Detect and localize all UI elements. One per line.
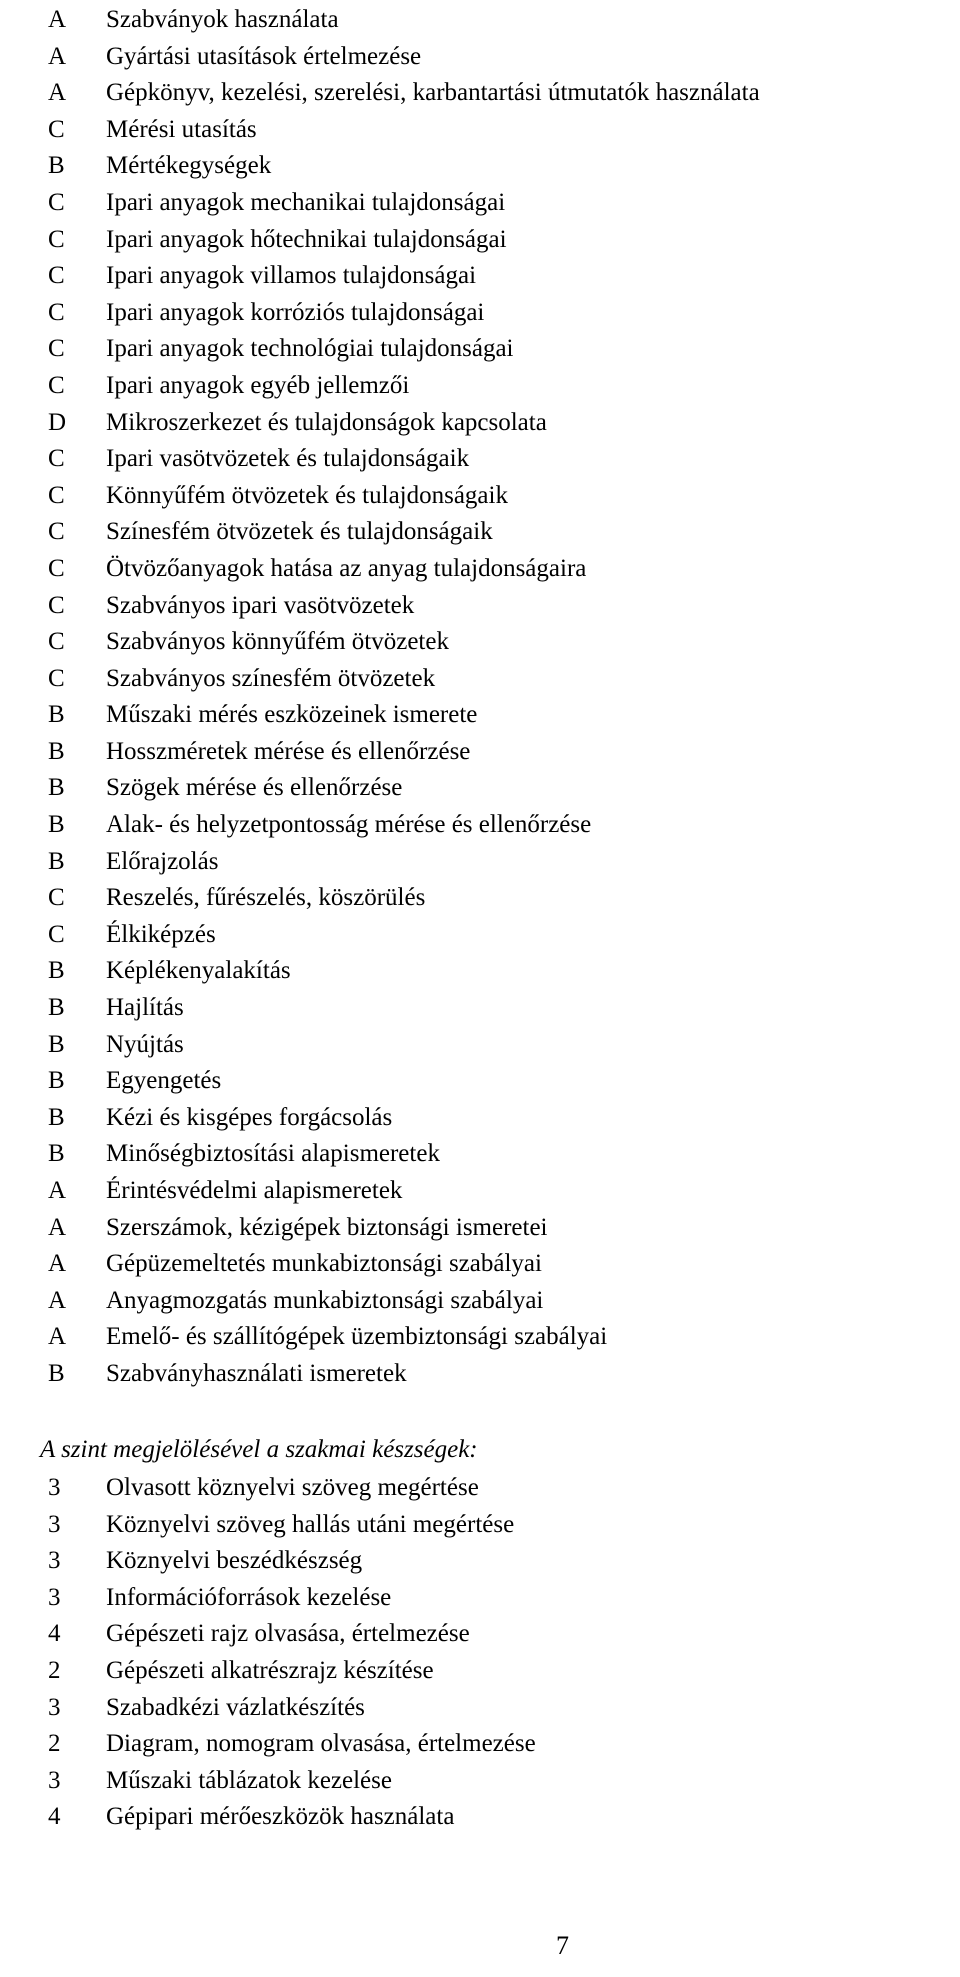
level-code: C — [48, 188, 65, 216]
item-label: Alak- és helyzetpontosság mérése és ellenőrzése — [106, 811, 592, 839]
knowledge-row — [48, 75, 760, 112]
item-label: Ötvözőanyagok hatása az anyag tulajdonságaira — [106, 554, 587, 582]
knowledge-row — [48, 1063, 760, 1100]
level-code: C — [48, 335, 65, 363]
item-label: Szabványos ipari vasötvözetek — [106, 591, 415, 619]
level-code: A — [48, 6, 67, 33]
knowledge-row — [48, 770, 760, 807]
item-label: Mértékegységek — [106, 152, 272, 180]
level-code: B — [48, 737, 65, 765]
knowledge-row — [48, 917, 760, 954]
item-label: Gépészeti rajz olvasása, értelmezése — [106, 1620, 470, 1648]
item-label: Emelő- és szállítógépek üzembiztonsági szabályai — [106, 1323, 608, 1351]
item-label: Diagram, nomogram olvasása, értelmezése — [106, 1730, 536, 1758]
skills-list — [48, 1470, 536, 1836]
knowledge-row — [48, 2, 760, 39]
level-code: C — [48, 591, 65, 619]
item-label: Műszaki mérés eszközeinek ismerete — [106, 701, 478, 729]
level-code: B — [48, 847, 65, 875]
skill-row — [48, 1580, 536, 1617]
level-code: B — [48, 701, 65, 729]
skill-row — [48, 1543, 536, 1580]
item-label: Gépészeti alkatrészrajz készítése — [106, 1656, 434, 1684]
level-code: C — [48, 445, 65, 473]
item-label: Minőségbiztosítási alapismeretek — [106, 1140, 440, 1168]
item-label: Nyújtás — [106, 1030, 184, 1058]
item-label: Mérési utasítás — [106, 115, 257, 143]
item-label: Olvasott köznyelvi szöveg megértése — [106, 1474, 479, 1501]
skill-row — [48, 1799, 536, 1836]
level-code: B — [48, 811, 65, 839]
knowledge-list — [48, 2, 760, 1393]
level-code: 3 — [48, 1583, 61, 1611]
skill-row — [48, 1616, 536, 1653]
skill-row — [48, 1470, 536, 1507]
item-label: Anyagmozgatás munkabiztonsági szabályai — [106, 1286, 544, 1314]
level-code: C — [48, 518, 65, 546]
level-code: B — [48, 1067, 65, 1095]
level-code: A — [48, 1213, 67, 1241]
knowledge-row — [48, 331, 760, 368]
knowledge-row — [48, 624, 760, 661]
knowledge-row — [48, 1319, 760, 1356]
item-label: Ipari anyagok korróziós tulajdonságai — [106, 298, 485, 326]
item-label: Köznyelvi beszédkészség — [106, 1547, 363, 1575]
level-code: 3 — [48, 1766, 61, 1794]
level-code: B — [48, 957, 65, 985]
level-code: C — [48, 884, 65, 912]
knowledge-row — [48, 514, 760, 551]
knowledge-row — [48, 1173, 760, 1210]
knowledge-row — [48, 1210, 760, 1247]
level-code: A — [48, 42, 67, 70]
level-code: C — [48, 481, 65, 509]
level-code: C — [48, 920, 65, 948]
level-code: 2 — [48, 1730, 61, 1758]
item-label: Szerszámok, kézigépek biztonsági ismeretei — [106, 1213, 548, 1241]
level-code: B — [48, 1030, 65, 1058]
level-code: A — [48, 1286, 67, 1314]
level-code: B — [48, 152, 65, 180]
level-code: A — [48, 1250, 67, 1278]
item-label: Ipari anyagok egyéb jellemzői — [106, 371, 410, 399]
item-label: Szabványok használata — [106, 6, 339, 33]
item-label: Szabványos könnyűfém ötvözetek — [106, 628, 449, 656]
item-label: Gépüzemeltetés munkabiztonsági szabályai — [106, 1250, 542, 1278]
level-code: C — [48, 371, 65, 399]
level-code: C — [48, 628, 65, 656]
level-code: C — [48, 664, 65, 692]
level-code: 3 — [48, 1474, 61, 1501]
knowledge-row — [48, 368, 760, 405]
knowledge-row — [48, 1283, 760, 1320]
item-label: Gépkönyv, kezelési, szerelési, karbantartási útmutatók használata — [106, 79, 760, 107]
item-label: Szabadkézi vázlatkészítés — [106, 1693, 365, 1721]
item-label: Információforrások kezelése — [106, 1583, 392, 1611]
item-label: Reszelés, fűrészelés, köszörülés — [106, 884, 426, 912]
knowledge-row — [48, 1246, 760, 1283]
item-label: Képlékenyalakítás — [106, 957, 291, 985]
knowledge-row — [48, 405, 760, 442]
item-label: Színesfém ötvözetek és tulajdonságaik — [106, 518, 493, 546]
level-code: 4 — [48, 1803, 61, 1831]
level-code: B — [48, 774, 65, 802]
item-label: Élkiképzés — [106, 920, 216, 948]
knowledge-row — [48, 222, 760, 259]
skill-row — [48, 1726, 536, 1763]
skill-row — [48, 1653, 536, 1690]
knowledge-row — [48, 661, 760, 698]
item-label: Ipari anyagok hőtechnikai tulajdonságai — [106, 225, 507, 253]
item-label: Kézi és kisgépes forgácsolás — [106, 1103, 393, 1131]
skills-heading: A szint megjelölésével a szakmai készségek: — [40, 1436, 478, 1463]
level-code: C — [48, 225, 65, 253]
item-label: Ipari anyagok villamos tulajdonságai — [106, 262, 477, 290]
item-label: Hosszméretek mérése és ellenőrzése — [106, 737, 471, 765]
level-code: 2 — [48, 1656, 61, 1684]
knowledge-row — [48, 295, 760, 332]
knowledge-row — [48, 807, 760, 844]
knowledge-row — [48, 953, 760, 990]
knowledge-row — [48, 697, 760, 734]
item-label: Mikroszerkezet és tulajdonságok kapcsolata — [106, 408, 547, 436]
knowledge-row — [48, 1027, 760, 1064]
knowledge-row — [48, 112, 760, 149]
item-label: Gépipari mérőeszközök használata — [106, 1803, 455, 1831]
item-label: Szabványos színesfém ötvözetek — [106, 664, 436, 692]
knowledge-row — [48, 990, 760, 1027]
level-code: C — [48, 262, 65, 290]
item-label: Gyártási utasítások értelmezése — [106, 42, 422, 70]
level-code: A — [48, 79, 67, 107]
knowledge-row — [48, 734, 760, 771]
level-code: 3 — [48, 1547, 61, 1575]
knowledge-row — [48, 39, 760, 76]
item-label: Ipari anyagok mechanikai tulajdonságai — [106, 188, 506, 216]
item-label: Ipari vasötvözetek és tulajdonságaik — [106, 445, 470, 473]
skill-row — [48, 1690, 536, 1727]
knowledge-row — [48, 1136, 760, 1173]
knowledge-row — [48, 844, 760, 881]
level-code: C — [48, 115, 65, 143]
knowledge-row — [48, 1356, 760, 1393]
level-code: A — [48, 1177, 67, 1204]
item-label: Egyengetés — [106, 1067, 222, 1095]
level-code: D — [48, 408, 67, 436]
level-code: C — [48, 554, 65, 582]
item-label: Szögek mérése és ellenőrzése — [106, 774, 403, 802]
level-code: 4 — [48, 1620, 61, 1648]
knowledge-row — [48, 880, 760, 917]
level-code: B — [48, 1103, 65, 1131]
page-number: 7 — [556, 1931, 569, 1960]
level-code: 3 — [48, 1693, 61, 1721]
item-label: Hajlítás — [106, 994, 184, 1022]
skill-row — [48, 1507, 536, 1544]
level-code: A — [48, 1323, 67, 1351]
knowledge-row — [48, 588, 760, 625]
level-code: B — [48, 994, 65, 1022]
level-code: C — [48, 298, 65, 326]
knowledge-row — [48, 441, 760, 478]
knowledge-row — [48, 551, 760, 588]
knowledge-row — [48, 1100, 760, 1137]
item-label: Ipari anyagok technológiai tulajdonságai — [106, 335, 514, 363]
skill-row — [48, 1763, 536, 1800]
item-label: Érintésvédelmi alapismeretek — [106, 1177, 403, 1204]
knowledge-row — [48, 148, 760, 185]
level-code: B — [48, 1140, 65, 1168]
knowledge-row — [48, 478, 760, 515]
level-code: B — [48, 1359, 65, 1387]
item-label: Szabványhasználati ismeretek — [106, 1359, 407, 1387]
level-code: 3 — [48, 1510, 61, 1538]
item-label: Műszaki táblázatok kezelése — [106, 1766, 392, 1794]
knowledge-row — [48, 258, 760, 295]
item-label: Könnyűfém ötvözetek és tulajdonságaik — [106, 481, 508, 509]
item-label: Előrajzolás — [106, 847, 219, 875]
item-label: Köznyelvi szöveg hallás utáni megértése — [106, 1510, 515, 1538]
knowledge-row — [48, 185, 760, 222]
